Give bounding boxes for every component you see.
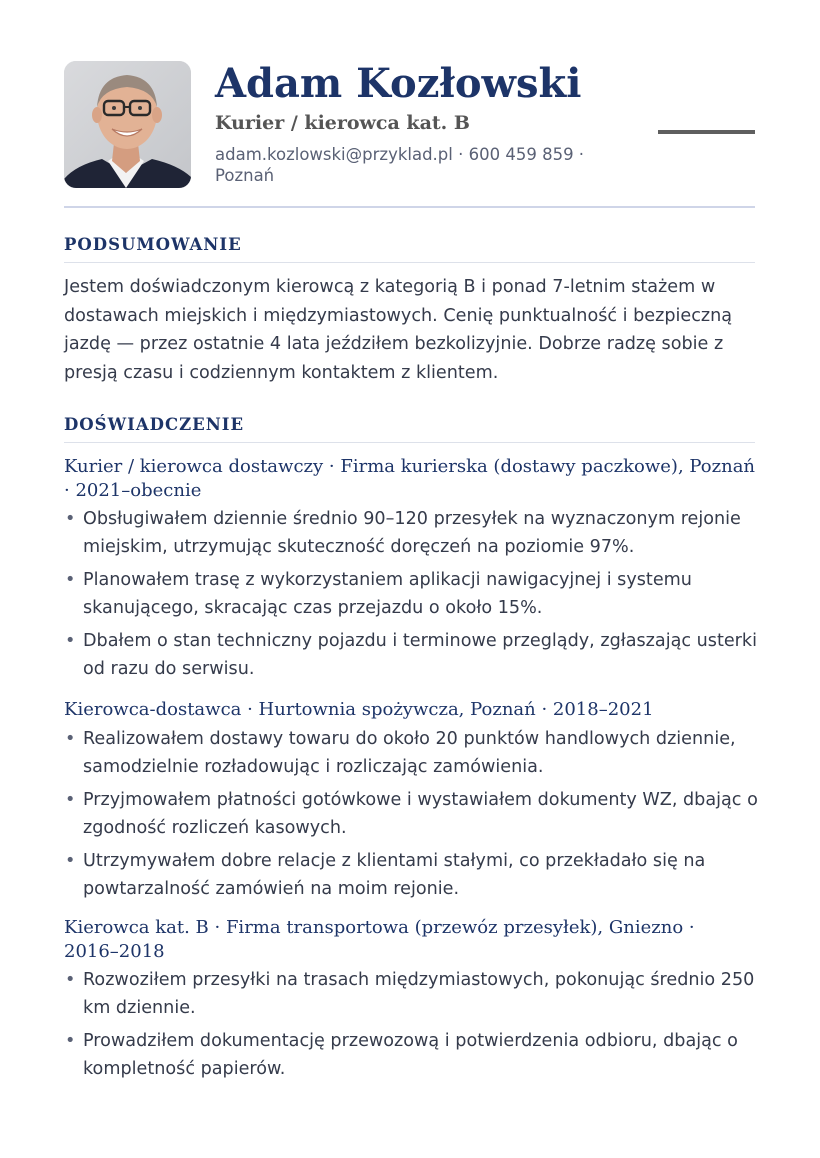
job-heading: Kurier / kierowca dostawczy · Firma kurierska (dostawy paczkowe), Poznań · 2021–obecnie <box>64 456 756 501</box>
list-item: • Dbałem o stan techniczny pojazdu i terminowe przeglądy, zgłaszając usterki od razu do serwisu. <box>64 627 764 683</box>
job-bullets <box>64 505 764 688</box>
profile-photo <box>64 61 191 188</box>
job-bullets <box>64 966 764 1088</box>
resume-header <box>64 61 755 189</box>
summary-divider <box>64 262 755 263</box>
list-item: • Obsługiwałem dziennie średnio 90–120 przesyłek na wyznaczonym rejonie miejskim, utrzymując skuteczność doręczeń na poziomie 97%. <box>64 505 764 561</box>
candidate-role: Kurier / kierowca kat. B <box>215 112 470 134</box>
job-heading: Kierowca-dostawca · Hurtownia spożywcza, Poznań · 2018–2021 <box>64 699 654 720</box>
list-item: • Utrzymywałem dobre relacje z klientami stałymi, co przekładało się na powtarzalność zamówień na moim rejonie. <box>64 847 764 903</box>
list-item: • Planowałem trasę z wykorzystaniem aplikacji nawigacyjnej i systemu skanującego, skracając czas przejazdu o około 15%. <box>64 566 764 622</box>
contact-info: adam.kozlowski@przyklad.pl · 600 459 859 · Poznań <box>215 145 585 185</box>
summary-heading: PODSUMOWANIE <box>64 235 242 254</box>
list-item: • Przyjmowałem płatności gotówkowe i wystawiałem dokumenty WZ, dbając o zgodność rozliczeń kasowych. <box>64 786 764 842</box>
list-item: • Prowadziłem dokumentację przewozową i potwierdzenia odbioru, dbając o kompletność papierów. <box>64 1027 764 1083</box>
header-divider <box>64 206 755 208</box>
summary-text: Jestem doświadczonym kierowcą z kategorią B i ponad 7-letnim stażem w dostawach miejskich i międzymiastowych. Cenię punktualność i bezpieczną jazdę — przez ostatnie 4 lata jeździłem bezkolizyjnie. Dobrze radzę sobie z presją czasu i codziennym kontaktem z klientem. <box>64 277 733 383</box>
header-accent-bar <box>658 130 755 134</box>
list-item: • Realizowałem dostawy towaru do około 20 punktów handlowych dziennie, samodzielnie rozładowując i rozliczając zamówienia. <box>64 725 764 781</box>
job-heading: Kierowca kat. B · Firma transportowa (przewóz przesyłek), Gniezno · 2016–2018 <box>64 917 695 962</box>
candidate-name: Adam Kozłowski <box>215 60 582 107</box>
job-bullets <box>64 725 764 908</box>
experience-divider <box>64 442 755 443</box>
experience-heading: DOŚWIADCZENIE <box>64 415 245 434</box>
resume-page <box>64 60 758 1079</box>
list-item: • Rozwoziłem przesyłki na trasach międzymiastowych, pokonując średnio 250 km dziennie. <box>64 966 764 1022</box>
